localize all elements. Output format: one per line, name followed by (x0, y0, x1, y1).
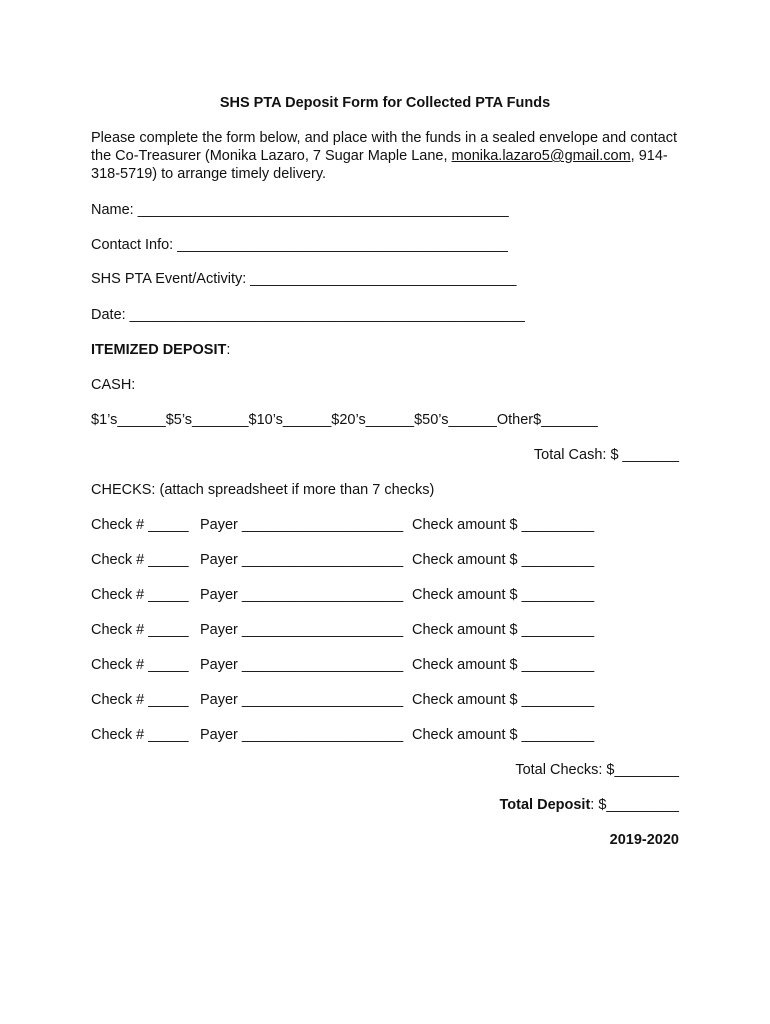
check-number-field[interactable]: Check # _____ (91, 692, 189, 708)
check-payer-field[interactable]: Payer ____________________ (200, 727, 404, 743)
contact-info-field[interactable]: Contact Info: _________________________________________ (91, 237, 508, 253)
cash-heading: CASH: (91, 377, 136, 393)
itemized-deposit-label: ITEMIZED DEPOSIT (91, 342, 227, 358)
check-amount-field[interactable]: Check amount $ _________ (412, 727, 595, 743)
check-number-field[interactable]: Check # _____ (91, 727, 189, 743)
itemized-deposit-colon: : (226, 342, 231, 358)
intro-text-1: Please complete the form below, and place with the funds in a sealed envelope and contact the Co-Treasurer (Monika Lazaro, 7 Sugar Maple Lane, (91, 130, 678, 164)
itemized-deposit-heading (91, 341, 230, 359)
check-number-field[interactable]: Check # _____ (91, 657, 189, 673)
check-payer-field[interactable]: Payer ____________________ (200, 657, 404, 673)
total-deposit-field[interactable] (500, 796, 679, 814)
check-amount-field[interactable]: Check amount $ _________ (412, 622, 595, 638)
school-year: 2019-2020 (609, 832, 679, 848)
check-number-field[interactable]: Check # _____ (91, 552, 189, 568)
name-field[interactable]: Name: ______________________________________________ (91, 202, 509, 218)
treasurer-email-link[interactable]: monika.lazaro5@gmail.com (451, 148, 631, 164)
check-number-field[interactable]: Check # _____ (91, 622, 189, 638)
date-field[interactable]: Date: _________________________________________________ (91, 307, 525, 323)
check-payer-field[interactable]: Payer ____________________ (200, 587, 404, 603)
check-payer-field[interactable]: Payer ____________________ (200, 552, 404, 568)
check-amount-field[interactable]: Check amount $ _________ (412, 552, 595, 568)
check-payer-field[interactable]: Payer ____________________ (200, 517, 404, 533)
check-payer-field[interactable]: Payer ____________________ (200, 692, 404, 708)
checks-heading: CHECKS: (attach spreadsheet if more than 7 checks) (91, 482, 435, 498)
intro-paragraph (91, 129, 691, 183)
total-deposit-label: Total Deposit (499, 797, 591, 813)
intro-text-2: , 914-318-5719) to arrange timely delivery. (91, 148, 668, 182)
check-amount-field[interactable]: Check amount $ _________ (412, 692, 595, 708)
cash-denominations-field[interactable]: $1’s______$5’s_______$10’s______$20’s______$50’s______Other$_______ (91, 412, 598, 428)
total-deposit-blank[interactable]: : $_________ (590, 797, 679, 813)
total-checks-field[interactable]: Total Checks: $________ (515, 762, 679, 778)
check-amount-field[interactable]: Check amount $ _________ (412, 657, 595, 673)
check-amount-field[interactable]: Check amount $ _________ (412, 587, 595, 603)
check-number-field[interactable]: Check # _____ (91, 587, 189, 603)
event-activity-field[interactable]: SHS PTA Event/Activity: _________________________________ (91, 271, 517, 287)
check-payer-field[interactable]: Payer ____________________ (200, 622, 404, 638)
check-number-field[interactable]: Check # _____ (91, 517, 189, 533)
total-cash-field[interactable]: Total Cash: $ _______ (533, 447, 679, 463)
form-title: SHS PTA Deposit Form for Collected PTA Funds (219, 95, 551, 111)
check-amount-field[interactable]: Check amount $ _________ (412, 517, 595, 533)
